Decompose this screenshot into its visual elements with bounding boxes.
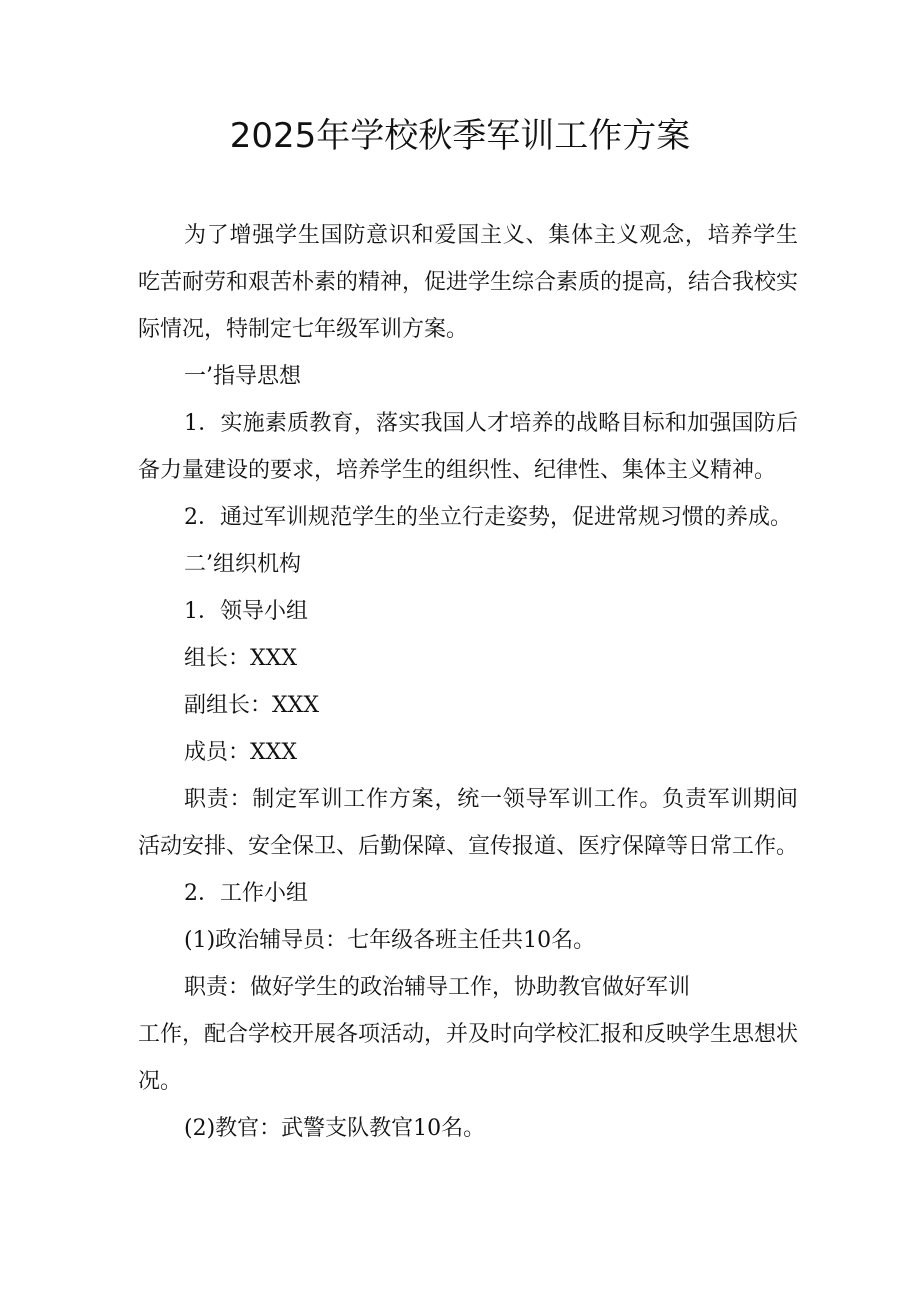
leadership-duties-paragraph: 职责：制定军训工作方案，统一领导军训工作。负责军训期间活动安排、安全保卫、后勤保障、宣传报道、医疗保障等日常工作。 (138, 787, 799, 859)
document-body (138, 212, 798, 1152)
intro-paragraph: 为了增强学生国防意识和爱国主义、集体主义观念，培养学生吃苦耐劳和艰苦朴素的精神，促进学生综合素质的提高，结合我校实际情况，特制定七年级军训方案。 (138, 223, 799, 342)
counselor-duties-continuation: 工作，配合学校开展各项活动，并及时向学校汇报和反映学生思想状况。 (138, 1022, 799, 1094)
section-heading-organization: 二’组织机构 (184, 552, 301, 577)
guiding-ideology-item-1: 1．实施素质教育，落实我国人才培养的战略目标和加强国防后备力量建设的要求，培养学生的组织性、纪律性、集体主义精神。 (138, 411, 798, 483)
leader-line: 组长：XXX (184, 646, 297, 671)
section-heading-guiding-ideology: 一’指导思想 (184, 364, 301, 389)
document-title: 2025年学校秋季军训工作方案 (229, 116, 691, 156)
guiding-ideology-item-2: 2．通过军训规范学生的坐立行走姿势，促进常规习惯的养成。 (184, 505, 792, 530)
members-line: 成员：XXX (184, 740, 297, 765)
counselor-duties-paragraph: 职责：做好学生的政治辅导工作，协助教官做好军训 (184, 975, 691, 1000)
subsection-leadership-group: 1．领导小组 (184, 599, 308, 624)
subsection-working-group: 2．工作小组 (184, 881, 308, 906)
deputy-leader-line: 副组长：XXX (184, 693, 319, 718)
instructor-line: (2)教官：武警支队教官10名。 (184, 1116, 486, 1141)
political-counselor-line: (1)政治辅导员：七年级各班主任共10名。 (184, 928, 596, 953)
